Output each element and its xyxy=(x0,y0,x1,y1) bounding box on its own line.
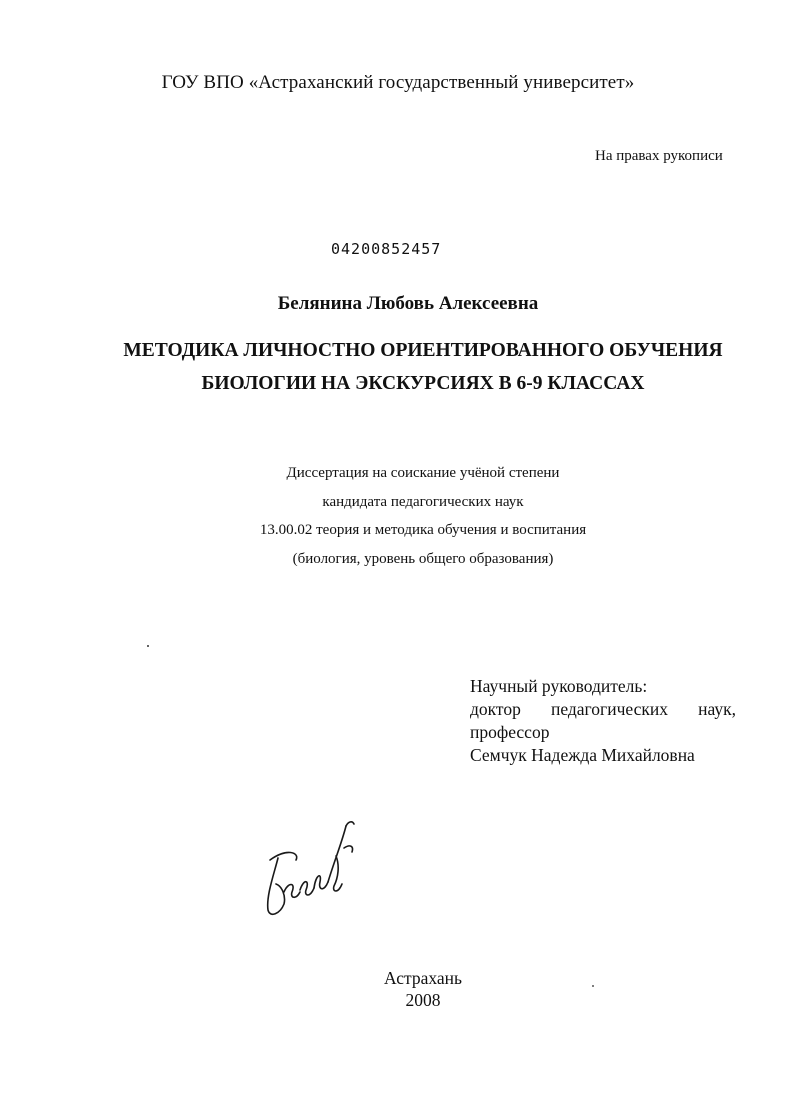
institution-name: ГОУ ВПО «Астраханский государственный университет» xyxy=(161,72,635,93)
dissertation-line-4: (биология, уровень общего образования) xyxy=(292,550,554,567)
dissertation-title xyxy=(0,334,796,400)
dissertation-line-3: 13.00.02 теория и методика обучения и воспитания xyxy=(259,522,587,538)
title-line-2: БИОЛОГИИ НА ЭКСКУРСИЯХ В 6-9 КЛАССАХ xyxy=(201,373,645,394)
supervisor-block xyxy=(470,675,736,767)
city: Астрахань xyxy=(384,968,462,988)
handwritten-signature xyxy=(256,812,366,927)
title-line-1: МЕТОДИКА ЛИЧНОСТНО ОРИЕНТИРОВАННОГО ОБУЧЕНИЯ xyxy=(123,340,723,361)
dissertation-line-2: кандидата педагогических наук xyxy=(322,493,524,510)
year: 2008 xyxy=(405,990,441,1010)
document-code: 04200852457 xyxy=(331,240,442,258)
supervisor-name: Семчук Надежда Михайловна xyxy=(470,745,695,765)
supervisor-rank: профессор xyxy=(470,722,550,742)
dissertation-info xyxy=(0,459,796,573)
scan-speck xyxy=(147,645,149,647)
supervisor-degree: доктор педагогических наук, xyxy=(470,699,736,719)
supervisor-label: Научный руководитель: xyxy=(470,676,648,696)
dissertation-line-1: Диссертация на соискание учёной степени xyxy=(286,465,560,481)
rights-note: На правах рукописи xyxy=(595,148,723,164)
signature-icon xyxy=(256,812,366,922)
author-name: Белянина Любовь Алексеевна xyxy=(277,293,539,314)
